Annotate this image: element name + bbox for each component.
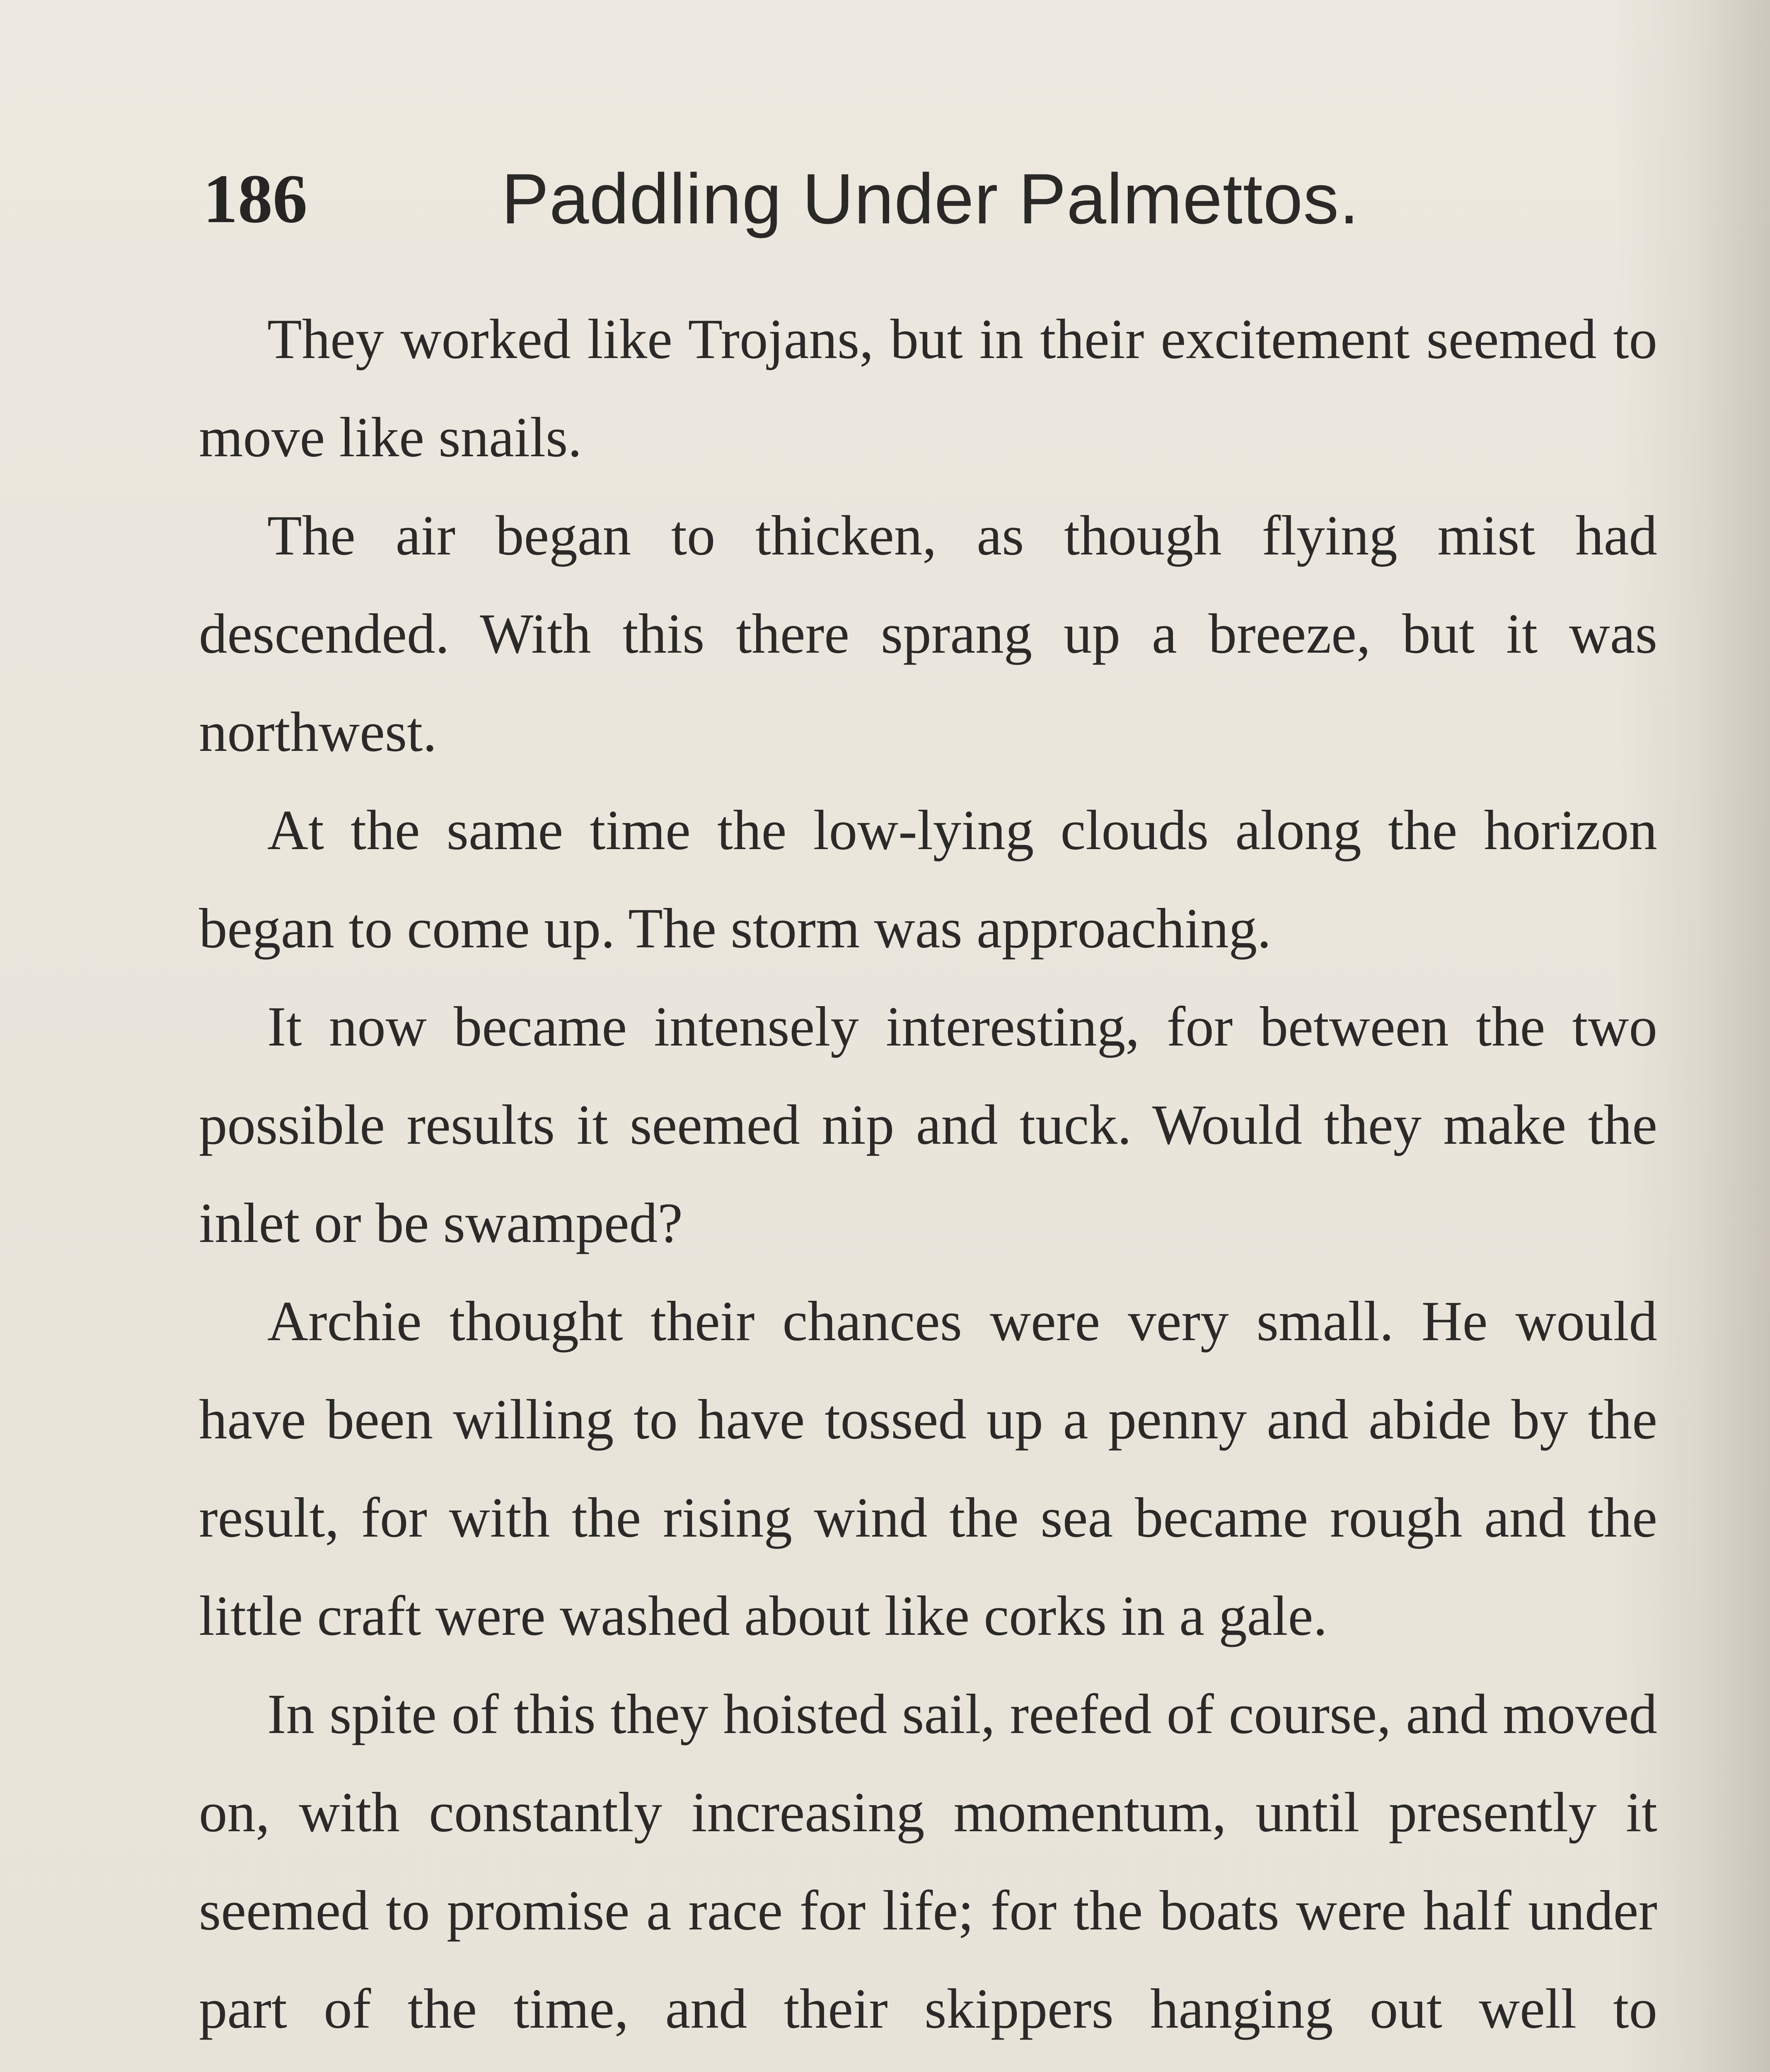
page-header (203, 149, 1661, 249)
paragraph-2: The air began to thicken, as though flying mist had descended. With this there sprang up a breeze, but it was northwest. (199, 504, 1657, 763)
page-number: 186 (203, 160, 307, 237)
body-text (199, 290, 1657, 2072)
paragraph-5: Archie thought their chances were very small. He would have been willing to have tossed up a penny and abide by the result, for with the rising wind the sea became rough and the little craft were washed about like corks in a gale. (199, 1290, 1657, 1647)
running-title: Paddling Under Palmettos. (501, 159, 1360, 239)
paragraph-4: It now became intensely interesting, for between the two possible results it seemed nip and tuck. Would they make the inlet or be swamped? (199, 995, 1657, 1254)
paragraph-1: They worked like Trojans, but in their excitement seemed to move like snails. (199, 307, 1657, 469)
paragraph-3: At the same time the low-lying clouds along the horizon began to come up. The storm was approaching. (199, 799, 1657, 960)
paragraph-6: In spite of this they hoisted sail, reefed of course, and moved on, with constantly increasing momentum, until presently it seemed to promise a race for life; for the boats were half under part of the time, and their skippers hanging out well to (199, 1682, 1657, 2040)
